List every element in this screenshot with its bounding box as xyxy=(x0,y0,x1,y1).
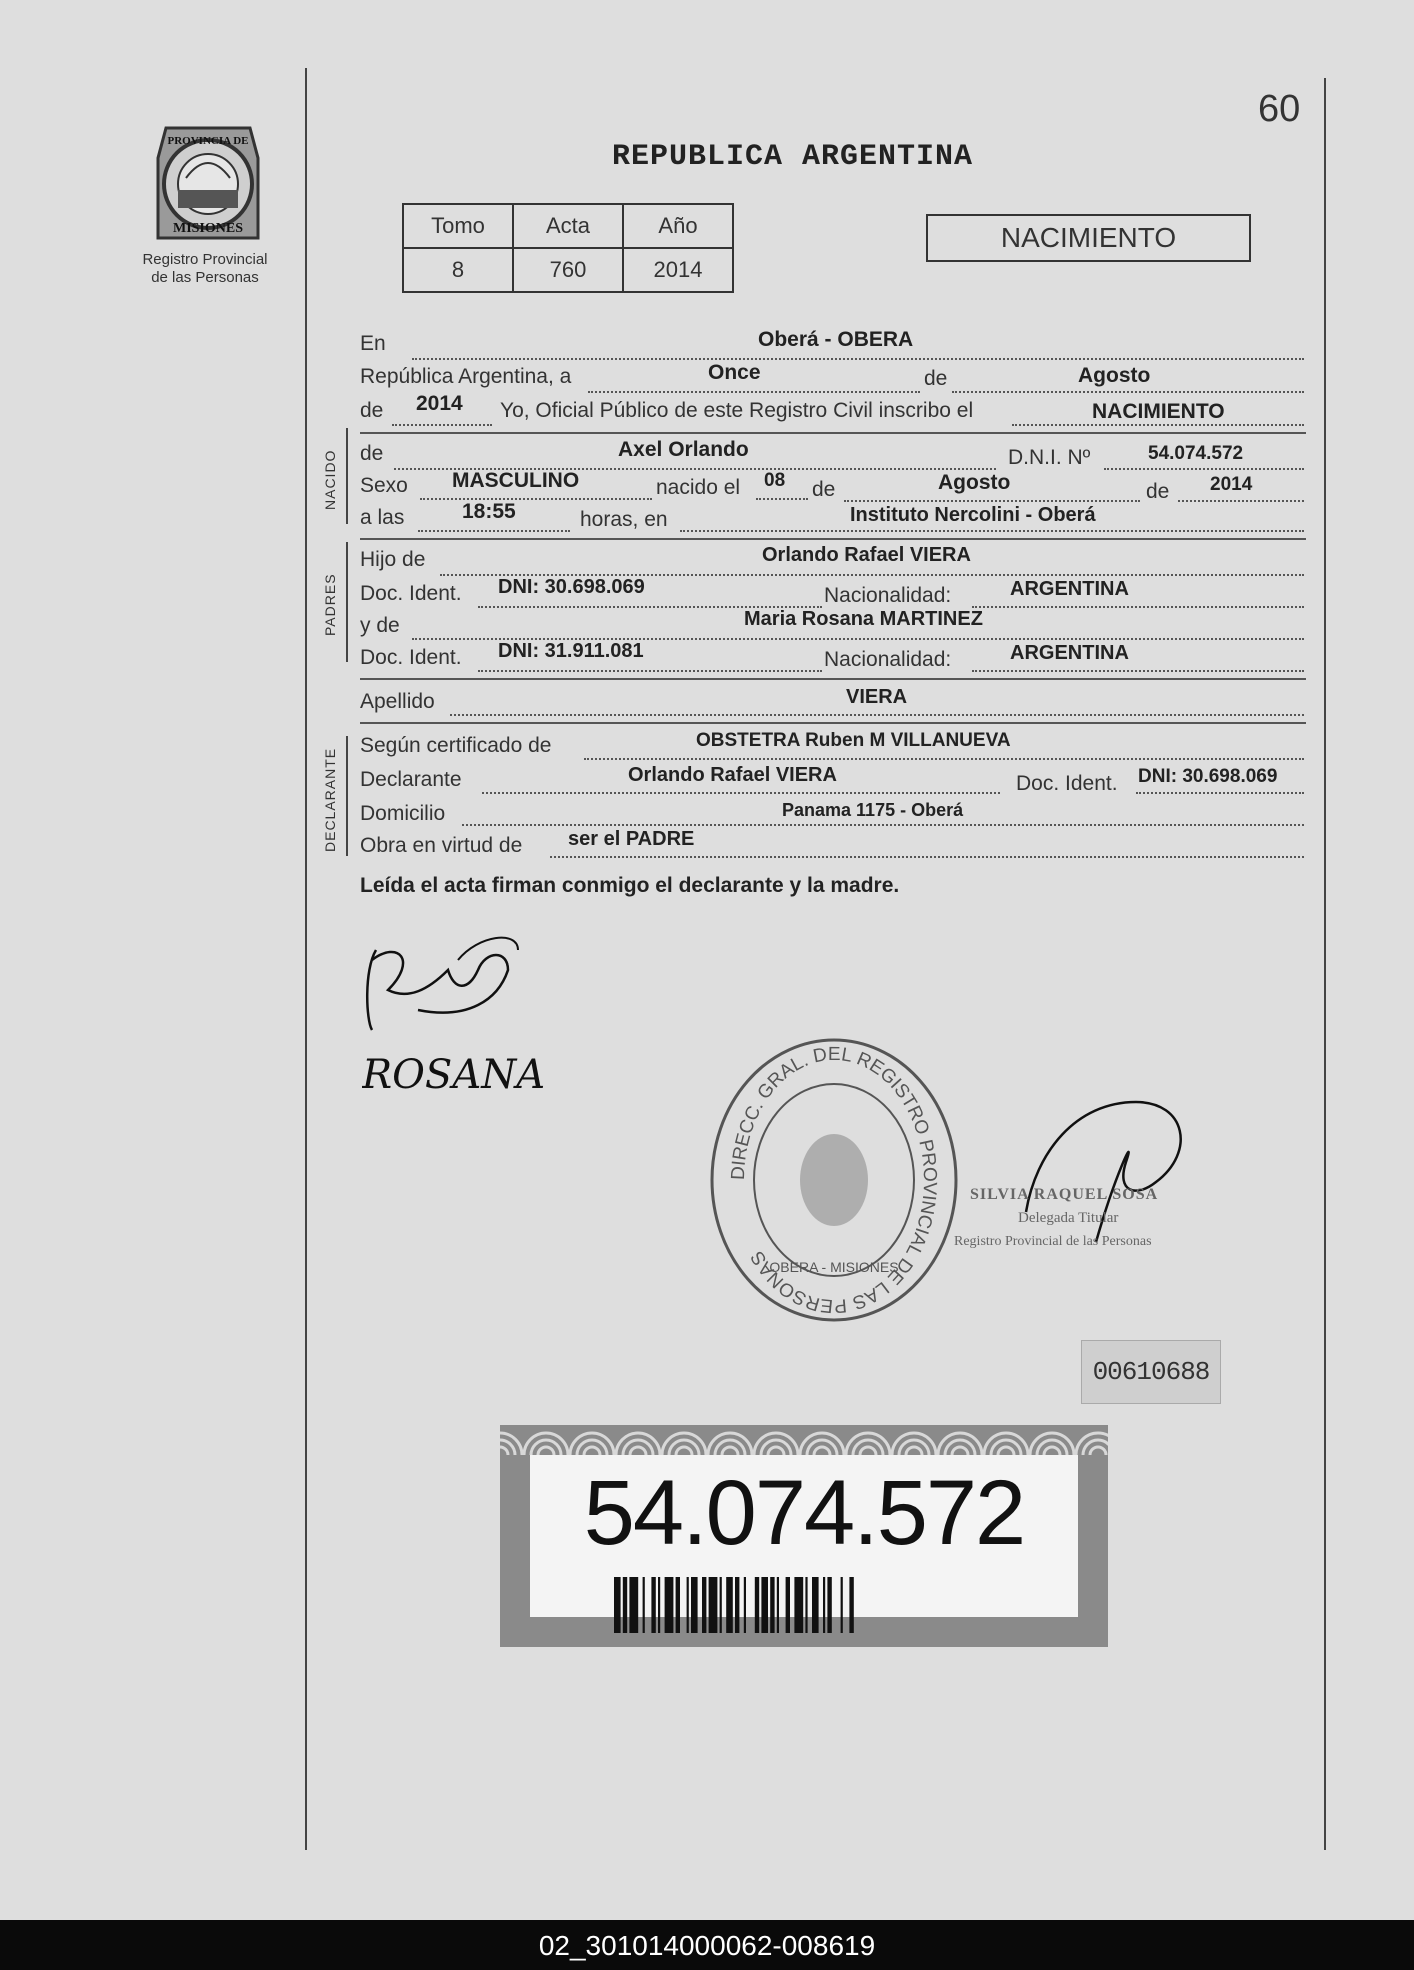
birth-time-value: 18:55 xyxy=(462,500,516,523)
inscribo-text: Yo, Oficial Público de este Registro Civil inscribo el xyxy=(500,399,974,422)
ref-header-tomo: Tomo xyxy=(403,204,513,248)
father-nationality-value: ARGENTINA xyxy=(1010,578,1129,600)
serial-number-stamp: 00610688 xyxy=(1081,1340,1221,1404)
svg-text:MISIONES: MISIONES xyxy=(172,221,244,236)
obra-value: ser el PADRE xyxy=(568,828,695,850)
record-type-box: NACIMIENTO xyxy=(926,214,1251,262)
birth-day-value: 08 xyxy=(764,470,786,491)
ref-table-header-row xyxy=(403,204,733,248)
sexo-value: MASCULINO xyxy=(452,469,580,492)
declarante-section-label: DECLARANTE xyxy=(322,747,338,852)
padres-section-label: PADRES xyxy=(322,573,338,636)
mother-doc-label: Doc. Ident. xyxy=(360,646,462,669)
ref-value-acta: 760 xyxy=(513,248,623,292)
dni-big-number: 54.074.572 xyxy=(583,1462,1025,1564)
svg-text:DIRECC. GRAL. DEL REGISTRO PRO: DIRECC. GRAL. DEL REGISTRO PROVINCIAL DE LAS PERSONAS xyxy=(727,1043,941,1317)
horas-label: horas, en xyxy=(580,508,668,531)
sexo-label: Sexo xyxy=(360,474,408,497)
official-signature-icon xyxy=(1016,1092,1206,1252)
dni-label-inner xyxy=(530,1455,1078,1617)
tomo-acta-anio-table xyxy=(402,203,734,293)
domicilio-value: Panama 1175 - Oberá xyxy=(782,800,964,820)
father-signature-icon xyxy=(358,930,528,1040)
declarante-label: Declarante xyxy=(360,768,462,791)
nacido-de-year-label: de xyxy=(1146,480,1170,503)
svg-text:ROSANA: ROSANA xyxy=(362,1052,546,1098)
dni-label-sticker xyxy=(500,1425,1108,1647)
declarante-doc-label: Doc. Ident. xyxy=(1016,772,1118,795)
y-de-label: y de xyxy=(360,614,400,637)
en-label: En xyxy=(360,332,386,355)
registry-label: Registro Provincial de las Personas xyxy=(142,251,268,286)
hijo-de-label: Hijo de xyxy=(360,548,426,571)
official-registry-stamp: Registro Provincial de las Personas xyxy=(954,1234,1152,1249)
footer-id: 02_301014000062-008619 xyxy=(538,1930,876,1961)
ref-header-acta: Acta xyxy=(513,204,623,248)
year-value: 2014 xyxy=(416,392,463,415)
nacido-de-month-label: de xyxy=(812,478,836,501)
right-margin-line xyxy=(1324,78,1326,1850)
obra-label: Obra en virtud de xyxy=(360,834,523,857)
mother-doc-value: DNI: 31.911.081 xyxy=(498,640,644,662)
alas-label: a las xyxy=(360,506,405,529)
apellido-label: Apellido xyxy=(360,690,435,713)
birth-place-value: Instituto Nercolini - Oberá xyxy=(850,504,1096,526)
page-number: 60 xyxy=(1258,88,1301,130)
official-title-stamp: Delegada Titular xyxy=(1018,1210,1119,1226)
place-value: Oberá - OBERA xyxy=(758,328,914,351)
nacido-de-label: de xyxy=(360,442,384,465)
ref-value-anio: 2014 xyxy=(623,248,733,292)
birth-month-value: Agosto xyxy=(938,471,1011,494)
registry-round-stamp-icon xyxy=(704,1030,964,1330)
mother-signature-icon xyxy=(362,1044,552,1104)
svg-text:PROVINCIA DE: PROVINCIA DE xyxy=(167,135,249,147)
declarante-value: Orlando Rafael VIERA xyxy=(628,764,837,786)
month-value: Agosto xyxy=(1078,364,1151,387)
father-doc-value: DNI: 30.698.069 xyxy=(498,576,645,598)
domicilio-label: Domicilio xyxy=(360,802,446,825)
father-name-value: Orlando Rafael VIERA xyxy=(762,544,971,566)
nacido-el-label: nacido el xyxy=(656,476,741,499)
father-nationality-label: Nacionalidad: xyxy=(824,584,952,607)
barcode-icon xyxy=(614,1577,994,1633)
birth-year-value: 2014 xyxy=(1210,474,1253,495)
mother-nationality-value: ARGENTINA xyxy=(1010,642,1129,664)
country-title: REPUBLICA ARGENTINA xyxy=(612,140,974,174)
misiones-seal-icon xyxy=(146,118,270,248)
apellido-value: VIERA xyxy=(846,686,908,708)
inscribed-type-value: NACIMIENTO xyxy=(1092,400,1225,423)
declarante-doc-value: DNI: 30.698.069 xyxy=(1138,766,1278,787)
child-name-value: Axel Orlando xyxy=(618,438,749,461)
mother-name-value: Maria Rosana MARTINEZ xyxy=(744,608,983,630)
left-margin-line xyxy=(305,68,307,1850)
de-label: de xyxy=(924,367,948,390)
ref-value-tomo: 8 xyxy=(403,248,513,292)
nacido-section-label: NACIDO xyxy=(322,449,338,510)
dni-label: D.N.I. Nº xyxy=(1008,446,1091,469)
footer-bar xyxy=(0,1920,1414,1970)
svg-text:OBERA - MISIONES: OBERA - MISIONES xyxy=(769,1259,899,1275)
ref-header-anio: Año xyxy=(623,204,733,248)
cert-label: Según certificado de xyxy=(360,734,552,757)
mother-nationality-label: Nacionalidad: xyxy=(824,648,952,671)
day-word-value: Once xyxy=(708,361,761,384)
closing-text: Leída el acta firman conmigo el declarante y la madre. xyxy=(360,874,900,897)
child-dni-value: 54.074.572 xyxy=(1148,443,1244,464)
cert-value: OBSTETRA Ruben M VILLANUEVA xyxy=(696,730,1011,751)
ref-table-value-row xyxy=(403,248,733,292)
year-prefix-label: de xyxy=(360,399,384,422)
official-name-stamp: SILVIA RAQUEL SOSA xyxy=(970,1186,1159,1203)
father-doc-label: Doc. Ident. xyxy=(360,582,462,605)
republica-label: República Argentina, a xyxy=(360,365,572,388)
